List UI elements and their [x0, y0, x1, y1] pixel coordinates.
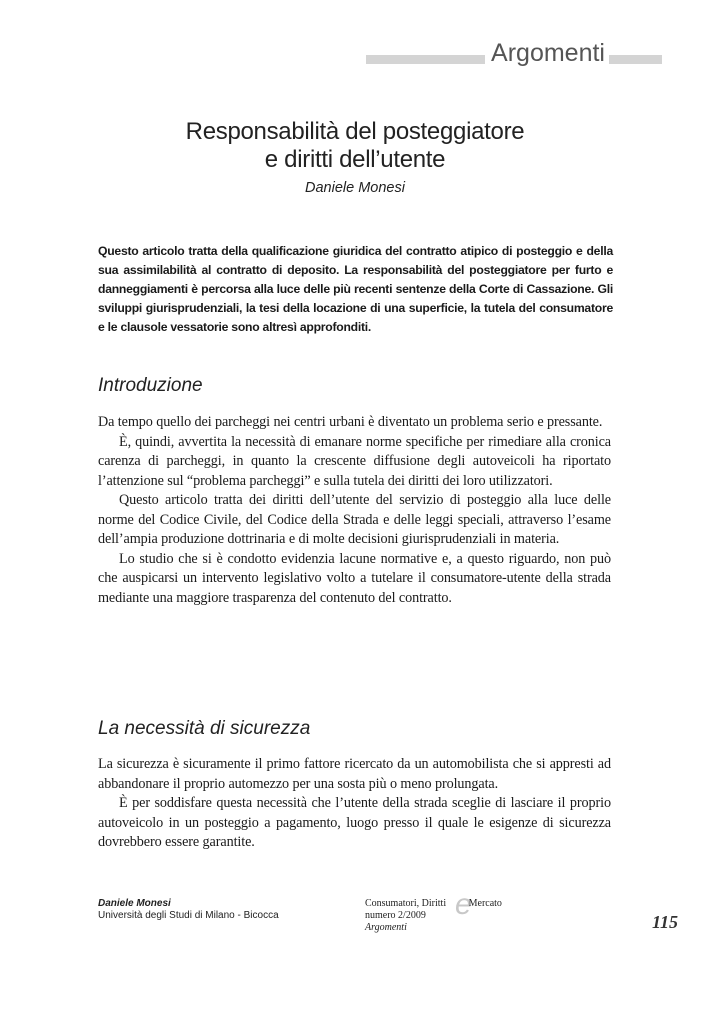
journal-logo: e: [455, 888, 472, 921]
title-line-1: Responsabilità del posteggiatore: [185, 118, 525, 145]
footer-affiliation: Università degli Studi di Milano - Bicocca: [98, 910, 279, 921]
article-author: Daniele Monesi: [305, 180, 405, 196]
journal-section: Argomenti: [365, 922, 407, 933]
page-number: 115: [651, 912, 678, 932]
journal-name-part2: Mercato: [468, 898, 502, 909]
abstract: Questo articolo tratta della qualificazione giuridica del contratto atipico di posteggio e della sua assimilabilità al contratto di deposito. La responsabilità del posteggiatore per furto e danneggiamenti è percorsa alla luce delle più recenti sentenze della Corte di Cassazione. Gli sviluppi giurisprudenziali, la tesi della locazione di una superficie, la tutela del consumatore e le clausole vessatorie sono altresì approfonditi.: [98, 244, 613, 334]
paragraph: La sicurezza è sicuramente il primo fattore ricercato da un automobilista che si appresti ad abbandonare il proprio automezzo per una sosta più o meno prolungata.: [98, 756, 611, 792]
paragraph: Da tempo quello dei parcheggi nei centri urbani è diventato un problema serio e pressante.: [98, 414, 603, 430]
article-title: [100, 118, 610, 174]
paragraph: È per soddisfare questa necessità che l’utente della strada sceglie di lasciare il proprio autoveicolo in un posteggio a pagamento, luogo presso il quale le esigenze di sicurezza dovrebbero essere garantite.: [98, 795, 611, 850]
paragraph: Questo articolo tratta dei diritti dell’utente del servizio di posteggio alla luce delle norme del Codice Civile, del Codice della Strada e delle leggi speciali, attraverso l’esame dell’ampia produzione dottrinaria e di molte decisioni giurisprudenziali in materia.: [98, 492, 611, 547]
footer-journal-block: [365, 888, 502, 934]
section-label: Argomenti: [485, 38, 609, 68]
title-line-2: e diritti dell’utente: [264, 146, 446, 173]
section-body-introduzione: [98, 413, 611, 608]
journal-name-part1: Consumatori, Diritti: [365, 898, 447, 909]
paragraph: È, quindi, avvertita la necessità di emanare norme specifiche per rimediare alla cronica carenza di parcheggi, in quanto la crescente diffusione degli autoveicoli ha riportato l’attenzione sul “problema parcheggi” e sulla tutela dei diritti dei loro utilizzatori.: [98, 433, 611, 489]
footer-author-block: [98, 898, 279, 922]
journal-issue: numero 2/2009: [365, 910, 426, 921]
section-heading-introduzione: Introduzione: [98, 375, 203, 396]
section-body-sicurezza: [98, 755, 611, 853]
section-heading-sicurezza: La necessità di sicurezza: [98, 718, 311, 739]
footer-author-name: Daniele Monesi: [98, 898, 171, 909]
paragraph: Lo studio che si è condotto evidenzia lacune normative e, a questo riguardo, non può che auspicarsi un intervento legislativo volto a tutelare il consumatore-utente della strada mediante una maggiore trasparenza del contenuto del contratto.: [98, 550, 611, 606]
